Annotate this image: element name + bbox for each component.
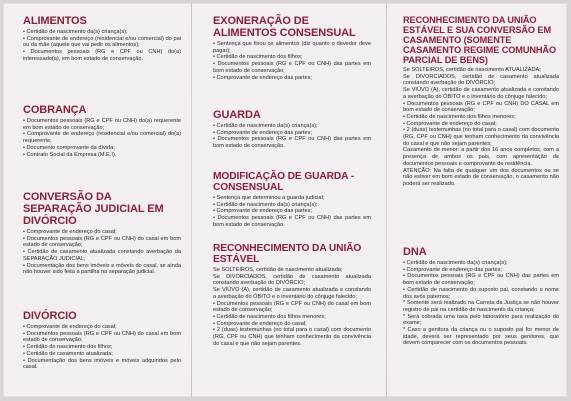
section-line: Se SOLTEIROS, certidão de nascimento atualizada; <box>213 267 343 273</box>
section-line: • Documentos pessoais (RG e CPF ou CNH) do casal em bom estado de conservação; <box>23 330 181 344</box>
section-line: ATENÇÃO: Na falta de qualquer um dos documentos ou se não estiver em bom estado de conservação, o casamento não poderá ser realizado. <box>403 167 559 187</box>
section-exoneracao <box>213 15 371 81</box>
section-line: * Será cobrada uma taxa pelo laboratório para realização do exame; <box>403 313 559 327</box>
section-line: Se SOLTEIROS, certidão de nascimento ATUALIZADA; <box>403 67 541 73</box>
section-line: • Documentos pessoais (RG e CPF ou CNH) do(a) requerente em bom estado de conservação; <box>23 118 181 131</box>
section-line: • Comprovante de endereço das partes; <box>403 266 502 273</box>
section-line: • Certidão de nascimento da(s) criança(s); <box>213 123 318 129</box>
section-line: * Caso a genitora da criança ou o suposto pai for menor de idade, deverá ser representado por seus genitores, que devem comparecer com os documentos pessoais. <box>403 327 559 347</box>
section-title: EXONERAÇÃO DE ALIMENTOS CONSENSUAL <box>213 15 356 39</box>
section-line: • Comprovante de endereço das partes; <box>213 129 312 136</box>
section-line: • Documentos pessoais (RG e CPF ou CNH) das partes em bom estado de conservação. <box>213 136 371 150</box>
section-line: • Comprovante de endereço (residencial e/ou comercial) do(a) requerente; <box>23 131 181 145</box>
section-title: MODIFICAÇÃO DE GUARDA - CONSENSUAL <box>213 171 355 193</box>
section-uniao-conversao <box>403 15 559 188</box>
section-divorcio <box>23 310 181 371</box>
section-line: * Somente será realizado na Carreta da Justiça se não houver registro de pai na certidão de nascimento da criança; <box>403 300 559 313</box>
section-line: • Comprovante de endereço do casal; <box>403 120 497 127</box>
section-line: • Certidão de nascimento dos filhos; <box>213 54 303 61</box>
section-line: • Documento comprovante da dívida; <box>23 144 115 151</box>
section-title: RECONHECIMENTO DA UNIÃO ESTÁVEL <box>213 243 362 265</box>
section-line: • Comprovante de endereço (residencial e/ou comercial) do pai ou da mãe (aquele que vai pedir os alimentos); <box>23 35 181 49</box>
section-line: • Certidão de nascimento dos filhos; <box>23 344 113 351</box>
fold-line-1 <box>191 3 192 397</box>
section-title: RECONHECIMENTO DA UNIÃO ESTÁVEL E SUA CONVERSÃO EM CASAMENTO (SOMENTE CASAMENTO REGIME COMUNHÃO PARCIAL DE BENS) <box>403 15 557 65</box>
section-line: • Certidão de casamento atualizada; <box>23 350 113 357</box>
section-line: • Certidão de nascimento da(s) criança(s); <box>23 29 128 35</box>
section-line: • Documentos pessoais (RG e CPF ou CNH) do casal em bom estado de conservação; <box>213 300 371 314</box>
section-line: • Certidão de casamento atualizada constando averbação da SEPARAÇÃO JUDICIAL; <box>23 249 181 262</box>
section-title: COBRANÇA <box>23 104 87 116</box>
section-line: Se VIÚVO (A), certidão de casamento atualizada e constando a averbação do ÓBITO e o inventário do cônjuge falecido; <box>213 287 371 300</box>
section-line: Casamento de menor: a partir dos 16 anos completos, com a presença de ambos os pais, com apresentação de documentos pessoais e comprovante de residência. <box>403 147 559 167</box>
section-line: • Documentos pessoais (RG e CPF ou CNH) das partes em bom estado de conservação; <box>403 273 559 287</box>
section-line: • Comprovante de endereço do casal; <box>23 324 117 330</box>
section-line: • Comprovante de endereço do casal; <box>23 229 117 235</box>
section-line: • Sentença que fixou os alimentos (diz quanto o devedor deve pagar); <box>213 41 371 54</box>
section-line: • Comprovante de endereço do casal; <box>213 320 307 327</box>
section-title: GUARDA <box>213 109 261 121</box>
section-alimentos <box>23 15 181 63</box>
fold-line-2 <box>386 3 387 397</box>
section-line: • Documentos pessoais (RG e CPF ou CNH) das partes em bom estado de conservação. <box>213 215 371 228</box>
section-line: • Documentos pessoais (RG e CPF ou CNH) das partes em bom estado de conservação; <box>213 61 371 74</box>
section-title: ALIMENTOS <box>23 15 87 27</box>
section-line: • Certidão de nascimento dos filhos menores; <box>213 313 326 320</box>
section-line: • Comprovante de endereço das partes; <box>213 208 312 215</box>
section-line: • Documentos pessoais (RG e CPF ou CNH) DO CASAL em bom estado de conservação; <box>403 100 559 114</box>
section-title: CONVERSÃO DA SEPARAÇÃO JUDICIAL EM DIVÓRCIO <box>23 191 164 227</box>
section-line: • Documentos pessoais (RG e CPF ou CNH) do casal em bom estado de conservação; <box>23 235 181 249</box>
section-line: • Documentação dos bens imóveis e móveis do casal, se ainda não houver sido feita a partilha na separação judicial. <box>23 262 181 276</box>
section-line: • Sentença que determinou a guarda judicial; <box>213 195 325 201</box>
section-line: • Certidão de nascimento da(s) criança(s); <box>213 201 318 208</box>
section-line: • Certidão de nascimento do suposto pai, constando o nome dos avós paternos; <box>403 286 559 300</box>
section-line: Se DIVORCIADOS, certidão de casamento atualizada constando averbação do DIVÓRCIO; <box>403 73 559 87</box>
section-line: • 2 (duas) testemunhas (no total para o casal) com documento (RG, CPF ou CNH) que tenham conhecimento da convivência do casal e que não sejam parentes. <box>213 327 371 347</box>
section-line: • Certidão de nascimento dos filhos menores; <box>403 113 516 120</box>
section-guarda <box>213 109 371 150</box>
section-conversao <box>23 191 181 276</box>
brochure-page <box>3 3 567 397</box>
section-line: Se VIÚVO (A), certidão de casamento atualizada e constando a averbação do ÓBITO e o inventário do cônjuge falecido; <box>403 87 559 100</box>
section-cobranca <box>23 104 181 158</box>
section-title: DNA <box>403 246 427 258</box>
section-uniao-estavel <box>213 243 371 347</box>
section-line: Se DIVORCIADOS, certidão de casamento atualizada constando averbação do DIVÓRCIO; <box>213 273 371 287</box>
section-line: • Comprovante de endereço das partes; <box>213 74 312 81</box>
section-line: • Documentos pessoais (RG e CPF ou CNH) do(a) interessado(a), em bom estado de conservação. <box>23 49 181 62</box>
section-title: DIVÓRCIO <box>23 310 77 322</box>
section-line: • 2 (duas) testemunhas (no total para o casal) com documento (RG, CPF ou CNH) que tenham conhecimento da convivência do casal e que não sejam parentes; <box>403 127 559 147</box>
section-line: • Documentação dos bens imóveis e móveis adquiridos pelo casal. <box>23 357 181 371</box>
section-modificacao-guarda <box>213 171 371 229</box>
section-line: • Certidão de nascimento da(s) criança(s); <box>403 260 508 266</box>
section-dna <box>403 246 559 347</box>
section-line: • Contrato Social da Empresa (M.E.I). <box>23 151 117 158</box>
